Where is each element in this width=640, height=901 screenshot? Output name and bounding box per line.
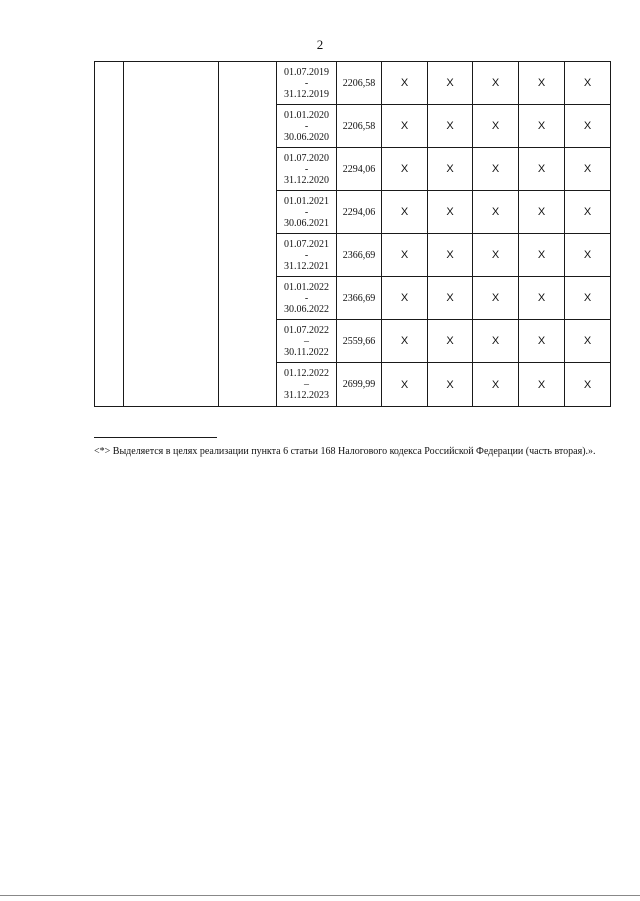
period-to: 30.06.2022 <box>284 303 329 315</box>
table-row <box>95 62 611 105</box>
period-sep: - <box>304 120 309 132</box>
period-cell <box>277 320 337 363</box>
period-from: 01.01.2022 <box>284 281 329 293</box>
not-applicable-mark: Х <box>565 62 611 105</box>
period-sep: - <box>304 206 309 218</box>
period-cell <box>277 234 337 277</box>
not-applicable-mark: Х <box>382 148 428 191</box>
period-sep: - <box>304 249 309 261</box>
not-applicable-mark: Х <box>382 320 428 363</box>
period-to: 30.11.2022 <box>284 346 329 358</box>
tariff-value-cell: 2294,06 <box>337 148 382 191</box>
not-applicable-mark: Х <box>428 320 473 363</box>
not-applicable-mark: Х <box>473 363 519 407</box>
not-applicable-mark: Х <box>428 363 473 407</box>
not-applicable-mark: Х <box>473 277 519 320</box>
not-applicable-mark: Х <box>519 363 565 407</box>
tariff-value-cell: 2366,69 <box>337 277 382 320</box>
not-applicable-mark: Х <box>473 234 519 277</box>
period-to: 31.12.2020 <box>284 174 329 186</box>
period-from: 01.07.2021 <box>284 238 329 250</box>
not-applicable-mark: Х <box>519 277 565 320</box>
period-from: 01.07.2022 <box>284 324 329 336</box>
period-from: 01.01.2020 <box>284 109 329 121</box>
tariff-value-cell: 2206,58 <box>337 105 382 148</box>
not-applicable-mark: Х <box>382 363 428 407</box>
not-applicable-mark: Х <box>565 363 611 407</box>
period-sep: – <box>304 379 309 390</box>
not-applicable-mark: Х <box>519 234 565 277</box>
not-applicable-mark: Х <box>382 277 428 320</box>
period-cell <box>277 277 337 320</box>
blank-col-1 <box>95 62 124 407</box>
not-applicable-mark: Х <box>382 234 428 277</box>
not-applicable-mark: Х <box>382 105 428 148</box>
not-applicable-mark: Х <box>428 191 473 234</box>
period-to: 30.06.2020 <box>284 131 329 143</box>
not-applicable-mark: Х <box>428 105 473 148</box>
period-sep: - <box>304 292 309 304</box>
not-applicable-mark: Х <box>473 191 519 234</box>
not-applicable-mark: Х <box>473 148 519 191</box>
period-sep: - <box>304 163 309 175</box>
period-cell <box>277 62 337 105</box>
period-from: 01.07.2020 <box>284 152 329 164</box>
not-applicable-mark: Х <box>565 277 611 320</box>
not-applicable-mark: Х <box>519 62 565 105</box>
period-cell <box>277 148 337 191</box>
not-applicable-mark: Х <box>428 234 473 277</box>
not-applicable-mark: Х <box>519 191 565 234</box>
tariff-value-cell: 2294,06 <box>337 191 382 234</box>
not-applicable-mark: Х <box>473 62 519 105</box>
not-applicable-mark: Х <box>565 191 611 234</box>
not-applicable-mark: Х <box>565 148 611 191</box>
period-cell <box>277 191 337 234</box>
not-applicable-mark: Х <box>519 148 565 191</box>
tariff-table <box>94 61 611 407</box>
period-sep: – <box>304 335 309 347</box>
not-applicable-mark: Х <box>428 62 473 105</box>
period-to: 31.12.2023 <box>284 390 329 401</box>
not-applicable-mark: Х <box>519 320 565 363</box>
period-from: 01.07.2019 <box>284 66 329 78</box>
not-applicable-mark: Х <box>565 320 611 363</box>
tariff-value-cell: 2699,99 <box>337 363 382 407</box>
not-applicable-mark: Х <box>428 148 473 191</box>
not-applicable-mark: Х <box>519 105 565 148</box>
period-cell <box>277 105 337 148</box>
not-applicable-mark: Х <box>473 105 519 148</box>
not-applicable-mark: Х <box>473 320 519 363</box>
blank-col-3 <box>219 62 277 407</box>
not-applicable-mark: Х <box>382 62 428 105</box>
page-number: 2 <box>316 37 324 52</box>
not-applicable-mark: Х <box>565 234 611 277</box>
period-from: 01.12.2022 <box>284 368 329 379</box>
period-to: 30.06.2021 <box>284 217 329 229</box>
footnote: <*> Выделяется в целях реализации пункта 6 статьи 168 Налогового кодекса Российской Федерации (часть вторая).». <box>94 446 596 457</box>
period-to: 31.12.2019 <box>284 88 329 100</box>
not-applicable-mark: Х <box>565 105 611 148</box>
not-applicable-mark: Х <box>382 191 428 234</box>
tariff-value-cell: 2206,58 <box>337 62 382 105</box>
not-applicable-mark: Х <box>428 277 473 320</box>
period-sep: - <box>304 77 309 89</box>
tariff-value-cell: 2366,69 <box>337 234 382 277</box>
blank-col-2 <box>124 62 219 407</box>
tariff-value-cell: 2559,66 <box>337 320 382 363</box>
scan-bottom-edge <box>0 895 640 896</box>
period-to: 31.12.2021 <box>284 260 329 272</box>
period-cell <box>277 363 337 407</box>
footnote-separator <box>94 437 217 438</box>
period-from: 01.01.2021 <box>284 195 329 207</box>
